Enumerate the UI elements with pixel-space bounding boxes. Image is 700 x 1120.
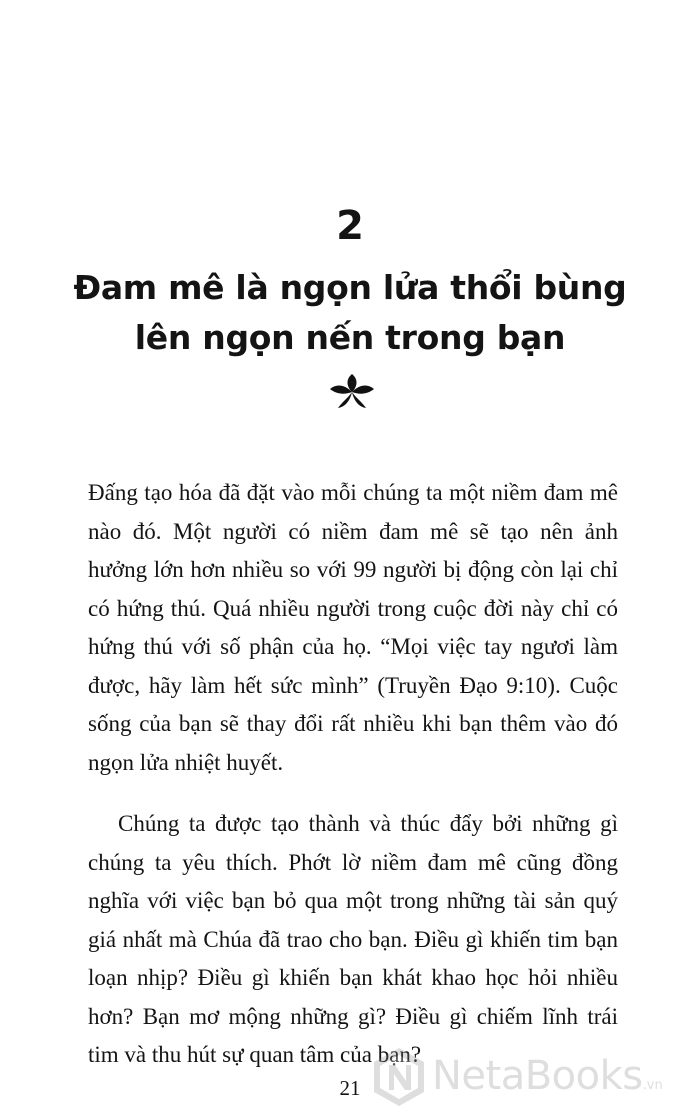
chapter-title <box>60 263 640 363</box>
chapter-title-line-1: Đam mê là ngọn lửa thổi bùng <box>73 268 627 307</box>
fleuron-icon <box>328 372 376 412</box>
chapter-number: 2 <box>336 203 364 249</box>
body-text <box>88 474 618 1075</box>
chapter-title-line-2: lên ngọn nến trong bạn <box>134 318 566 357</box>
paragraph-2: Chúng ta được tạo thành và thúc đẩy bởi những gì chúng ta yêu thích. Phớt lờ niềm đam mê cũng đồng nghĩa với việc bạn bỏ qua một trong những tài sản quý giá nhất mà Chúa đã trao cho bạn. Điều gì khiến tim bạn loạn nhịp? Điều gì khiến bạn khát khao học hỏi nhiều hơn? Bạn mơ mộng những gì? Điều gì chiếm lĩnh trái tim và thu hút sự quan tâm của bạn? <box>88 811 618 1067</box>
watermark-text <box>432 1054 663 1108</box>
netabooks-logo-icon <box>368 1046 430 1108</box>
watermark <box>368 1044 694 1110</box>
page-number: 21 <box>339 1076 361 1100</box>
watermark-suffix: .vn <box>642 1078 663 1093</box>
watermark-brand: NetaBooks <box>432 1053 643 1099</box>
paragraph-1: Đấng tạo hóa đã đặt vào mỗi chúng ta một niềm đam mê nào đó. Một người có niềm đam mê sẽ tạo nên ảnh hưởng lớn hơn nhiều so với 99 người bị động còn lại chỉ có hứng thú. Quá nhiều người trong cuộc đời này chỉ có hứng thú với số phận của họ. “Mọi việc tay ngươi làm được, hãy làm hết sức mình” (Truyền Đạo 9:10). Cuộc sống của bạn sẽ thay đổi rất nhiều khi bạn thêm vào đó ngọn lửa nhiệt huyết. <box>88 480 618 775</box>
